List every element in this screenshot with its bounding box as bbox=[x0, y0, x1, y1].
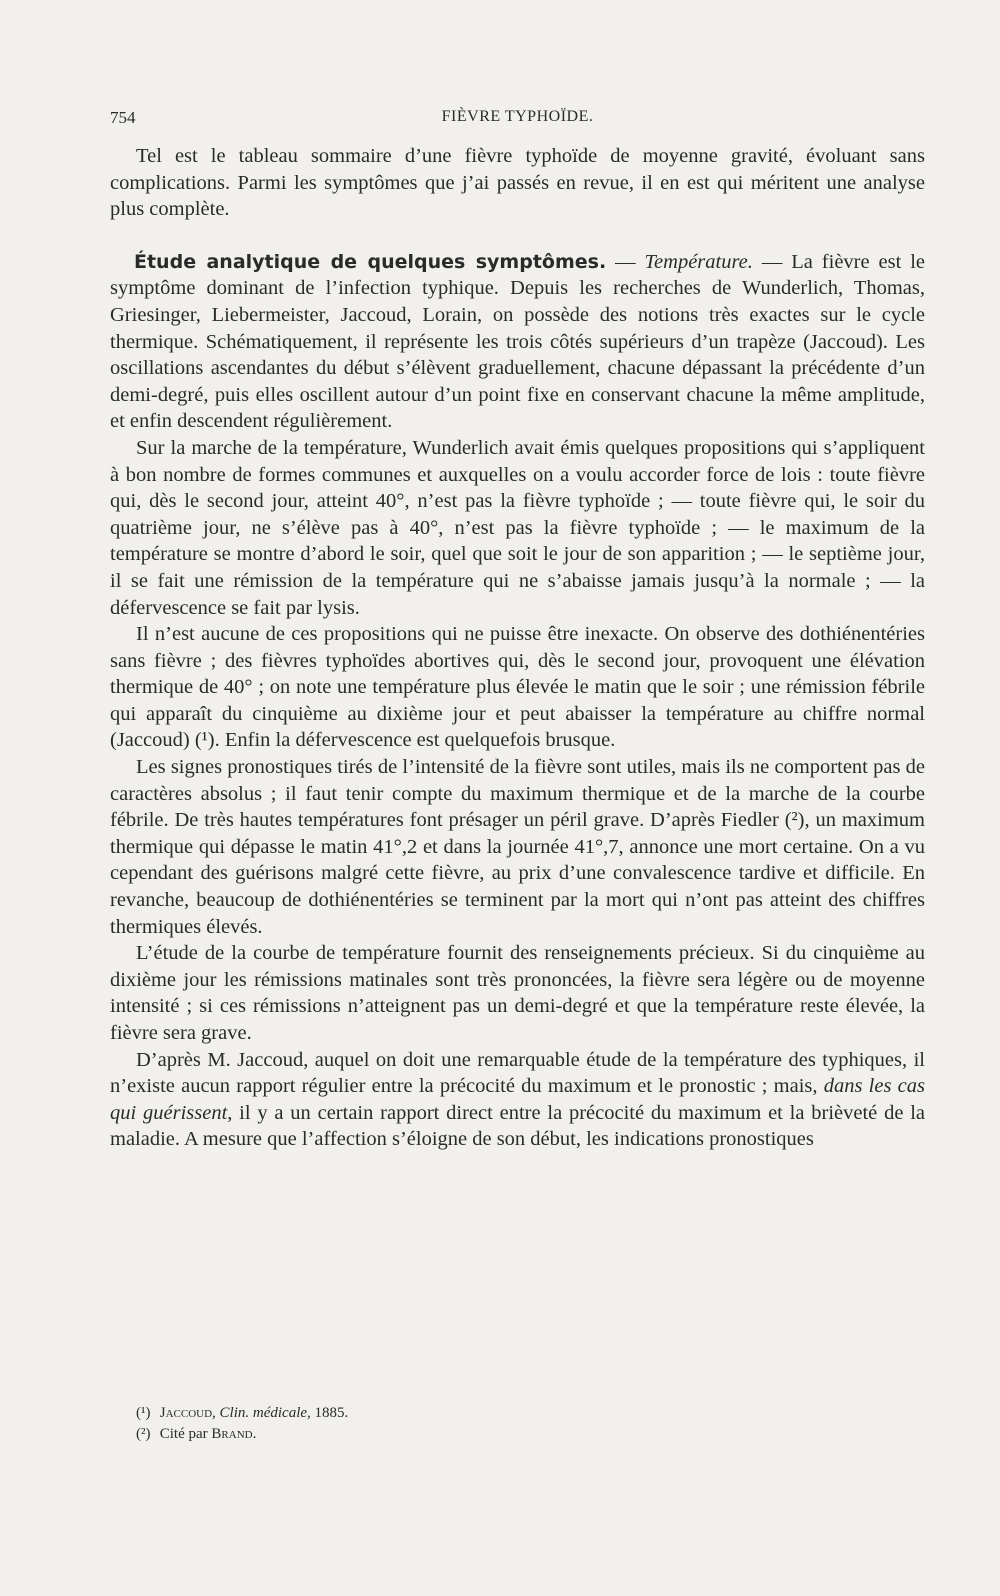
footnote-author: Brand. bbox=[211, 1426, 257, 1442]
paragraph-5 bbox=[110, 754, 925, 940]
paragraph-7-text: D’après M. Jaccoud, auquel on doit une remarquable étude de la température des typhiques, il n’existe aucun rapport régulier entre la précocité du maximum et le pronostic ; mais, bbox=[110, 1048, 925, 1098]
footnote-text: Cité par bbox=[159, 1426, 208, 1442]
subsection-title: Température. bbox=[644, 250, 753, 273]
page-header bbox=[110, 108, 925, 134]
footnote-2 bbox=[136, 1424, 836, 1445]
paragraph-2-text: — La fièvre est le symptôme dominant de l’infection typhique. Depuis les recherches de Wunderlich, Thomas, Griesinger, Liebermeister, Jaccoud, Lorain, on possède des notions très exactes sur le cycle thermique. Schématiquement, il représente les trois côtés supérieurs d’un trapèze (Jaccoud). Les oscillations ascendantes du début s’élèvent graduellement, chacune dépassant la précédente d’un demi-degré, puis elles oscillent autour d’un point fixe en conservant chacune la même amplitude, et enfin descendent régulièrement. bbox=[110, 250, 925, 433]
footnote-number: (²) bbox=[136, 1426, 151, 1442]
paragraph-6: L’étude de la courbe de température fournit des renseignements précieux. Si du cinquième au dixième jour les rémissions matinales sont très prononcées, la fièvre sera légère ou de moyenne intensité ; si ces rémissions n’atteignent pas un demi-degré et que la température reste élevée, la fièvre sera grave. bbox=[110, 942, 925, 1044]
paragraph-7-italic: dans les cas qui guérissent bbox=[110, 1075, 925, 1124]
paragraph-5-text: Les signes pronostiques tirés de l’intensité de la fièvre sont utiles, mais ils ne comportent pas de caractères absolus ; il faut tenir compte du maximum thermique et de la marche de la courbe fébrile. De très hautes températures font présager un péril grave. D’après Fiedler bbox=[110, 756, 925, 832]
running-title: FIÈVRE TYPHOÏDE. bbox=[441, 108, 594, 125]
paragraph-4-end: . Enfin la défervescence est quelquefois brusque. bbox=[214, 729, 616, 752]
heading-dash: — bbox=[606, 250, 645, 273]
paragraph-1: Tel est le tableau sommaire d’une fièvre typhoïde de moyenne gravité, évoluant sans complications. Parmi les symptômes que j’ai passés en revue, il en est qui méritent une analyse plus complète. bbox=[110, 145, 925, 221]
paragraph-2 bbox=[110, 249, 925, 435]
paragraph-5-end: , un maximum thermique qui dépasse le matin 41°,2 et dans la journée 41°,7, annonce une mort certaine. On a vu cependant des guérisons malgré cette fièvre, au prix d’une convalescence tardive et difficile. En revanche, beaucoup de dothiénentéries se terminent par la mort qui n’ont pas atteint des chiffres thermiques élevés. bbox=[110, 809, 925, 938]
footnote-1 bbox=[136, 1403, 836, 1424]
paragraph-3: Sur la marche de la température, Wunderlich avait émis quelques propositions qui s’appliquent à bon nombre de formes communes et auxquelles on a voulu accorder force de lois : toute fièvre qui, dès le second jour, atteint 40°, n’est pas la fièvre typhoïde ; — toute fièvre qui, le soir du quatrième jour, ne s’élève pas à 40°, n’est pas la fièvre typhoïde ; — le maximum de la température se montre d’abord le soir, quel que soit le jour de son apparition ; — le septième jour, il se fait une rémission de la température qui ne s’abaisse jamais jusqu’à la normale ; — la défervescence se fait par lysis. bbox=[110, 436, 925, 619]
footnote-year: 1885. bbox=[310, 1405, 349, 1421]
paragraph-4-text: Il n’est aucune de ces propositions qui ne puisse être inexacte. On observe des dothiénentéries sans fièvre ; des fièvres typhoïdes abortives qui, dès le second jour, provoquent une élévation thermique de 40° ; on note une température plus élevée le matin que le soir ; une rémission fébrile qui apparaît du cinquième au dixième jour et peut abaisser la température au chiffre normal (Jaccoud) bbox=[110, 623, 925, 752]
section-heading: Étude analytique de quelques symptômes. bbox=[134, 250, 607, 273]
paragraph-7 bbox=[110, 1047, 925, 1153]
footnote-work: Clin. médicale, bbox=[219, 1405, 311, 1421]
footnote-author: Jaccoud, bbox=[159, 1405, 216, 1421]
footnote-ref-2: (²) bbox=[784, 809, 805, 832]
footnote-number: (¹) bbox=[136, 1405, 151, 1421]
paragraph-7-end: , il y a un certain rapport direct entre la précocité du maximum et la brièveté de la maladie. A mesure que l’affection s’éloigne de son début, les indications pronostiques bbox=[110, 1101, 926, 1151]
footnote-ref-1: (¹) bbox=[194, 729, 215, 752]
paragraph-4 bbox=[110, 621, 925, 754]
body-text bbox=[110, 143, 925, 1153]
footnotes bbox=[136, 1403, 836, 1445]
page-number: 754 bbox=[110, 108, 136, 127]
